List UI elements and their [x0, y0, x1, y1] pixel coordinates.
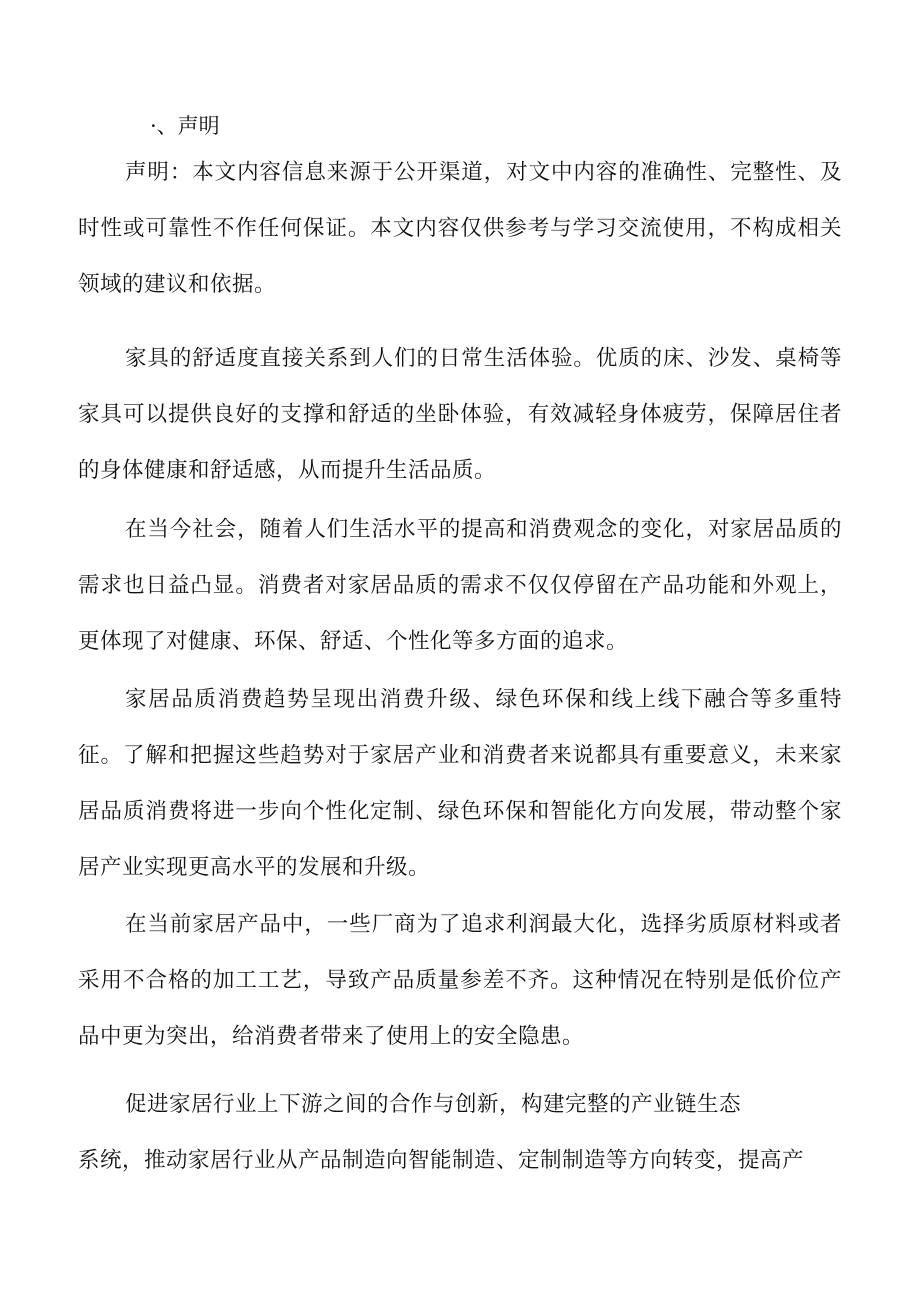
- body-paragraph-line: 系统，推动家居行业从产品制造向智能制造、定制制造等方向转变，提高产: [78, 1148, 805, 1173]
- body-paragraph: 家居品质消费趋势呈现出消费升级、绿色环保和线上线下融合等多重特征。了解和把握这些趋势对于家居产业和消费者来说都具有重要意义，未来家居品质消费将进一步向个性化定制、绿色环保和智能化方向发展，带动整个家居产业实现更高水平的发展和升级。: [78, 687, 842, 880]
- body-paragraph-line: 促进家居行业上下游之间的合作与创新，构建完整的产业链生态: [125, 1092, 742, 1117]
- body-paragraph: 家具的舒适度直接关系到人们的日常生活体验。优质的床、沙发、桌椅等家具可以提供良好的支撑和舒适的坐卧体验，有效减轻身体疲劳，保障居住者的身体健康和舒适感，从而提升生活品质。: [78, 346, 842, 483]
- section-heading: ·、声明: [150, 114, 220, 138]
- body-paragraph: 在当今社会，随着人们生活水平的提高和消费观念的变化，对家居品质的需求也日益凸显。消费者对家居品质的需求不仅仅停留在产品功能和外观上，更体现了对健康、环保、舒适、个性化等多方面的追求。: [78, 517, 842, 654]
- disclaimer-paragraph: 声明：本文内容信息来源于公开渠道，对文中内容的准确性、完整性、及时性或可靠性不作任何保证。本文内容仅供参考与学习交流使用，不构成相关领域的建议和依据。: [78, 160, 842, 297]
- body-paragraph: 在当前家居产品中，一些厂商为了追求利润最大化，选择劣质原材料或者采用不合格的加工工艺，导致产品质量参差不齐。这种情况在特别是低价位产品中更为突出，给消费者带来了使用上的安全隐患。: [78, 912, 842, 1049]
